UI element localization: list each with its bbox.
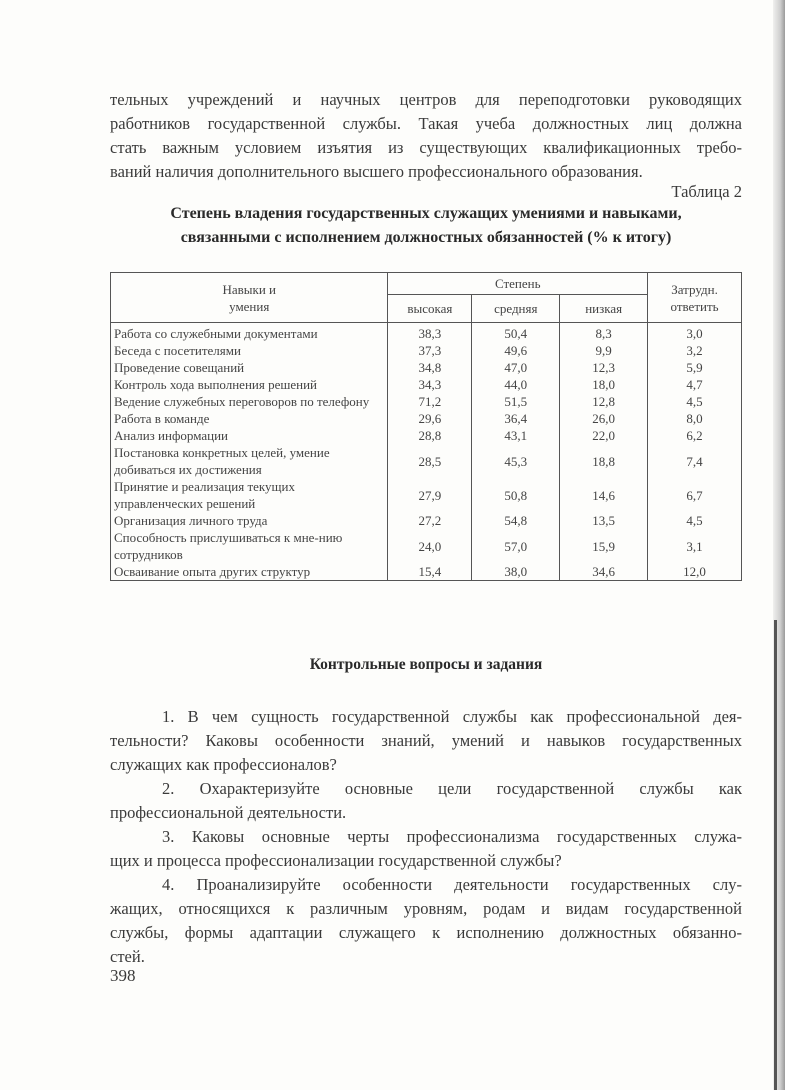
table-row xyxy=(111,376,742,393)
cell-high: 38,3 xyxy=(388,323,472,343)
row-label: Беседа с посетителями xyxy=(111,342,388,359)
cell-low: 12,3 xyxy=(560,359,648,376)
cell-hard: 4,5 xyxy=(648,512,742,529)
table-row xyxy=(111,478,742,512)
cell-low: 8,3 xyxy=(560,323,648,343)
question-item xyxy=(110,777,742,825)
skills-table xyxy=(110,272,742,581)
cell-low: 18,0 xyxy=(560,376,648,393)
header-high: высокая xyxy=(388,295,472,323)
cell-medium: 43,1 xyxy=(472,427,560,444)
header-low: низкая xyxy=(560,295,648,323)
intro-paragraph xyxy=(110,88,742,184)
cell-medium: 50,8 xyxy=(472,478,560,512)
question-item xyxy=(110,825,742,873)
text-line: 4. Проанализируйте особенности деятельности государственных слу- xyxy=(162,875,742,894)
text-line: профессиональной деятельности. xyxy=(110,803,347,822)
row-label: Способность прислушиваться к мне-нию сотрудников xyxy=(111,529,388,563)
table-title xyxy=(100,202,752,250)
cell-low: 14,6 xyxy=(560,478,648,512)
cell-hard: 6,7 xyxy=(648,478,742,512)
table-row xyxy=(111,444,742,478)
table-row xyxy=(111,359,742,376)
table-row xyxy=(111,410,742,427)
cell-medium: 47,0 xyxy=(472,359,560,376)
text-line: службы, формы адаптации служащего к исполнению должностных обязанно- xyxy=(110,923,742,942)
cell-high: 27,2 xyxy=(388,512,472,529)
cell-low: 12,8 xyxy=(560,393,648,410)
cell-medium: 51,5 xyxy=(472,393,560,410)
cell-hard: 4,7 xyxy=(648,376,742,393)
cell-hard: 4,5 xyxy=(648,393,742,410)
cell-hard: 7,4 xyxy=(648,444,742,478)
row-label: Контроль хода выполнения решений xyxy=(111,376,388,393)
page-edge-binding xyxy=(774,620,777,1090)
questions-list xyxy=(110,705,742,969)
question-item xyxy=(110,705,742,777)
table-row xyxy=(111,342,742,359)
header-degree: Степень xyxy=(388,273,648,295)
row-label: Ведение служебных переговоров по телефону xyxy=(111,393,388,410)
row-label: Принятие и реализация текущих управленческих решений xyxy=(111,478,388,512)
table-row xyxy=(111,323,742,343)
cell-hard: 3,0 xyxy=(648,323,742,343)
cell-medium: 38,0 xyxy=(472,563,560,581)
cell-high: 34,8 xyxy=(388,359,472,376)
header-hard: Затрудн. ответить xyxy=(648,273,742,323)
cell-medium: 36,4 xyxy=(472,410,560,427)
cell-high: 71,2 xyxy=(388,393,472,410)
cell-low: 22,0 xyxy=(560,427,648,444)
text-line: работников государственной службы. Такая учеба должностных лиц должна xyxy=(110,114,742,133)
cell-hard: 3,2 xyxy=(648,342,742,359)
cell-hard: 8,0 xyxy=(648,410,742,427)
cell-medium: 45,3 xyxy=(472,444,560,478)
cell-hard: 6,2 xyxy=(648,427,742,444)
table-row xyxy=(111,427,742,444)
text-line: стать важным условием изъятия из существующих квалификационных требо- xyxy=(110,138,742,157)
row-label: Проведение совещаний xyxy=(111,359,388,376)
cell-high: 34,3 xyxy=(388,376,472,393)
question-item xyxy=(110,873,742,969)
text-line: жащих, относящихся к различным уровням, родам и видам государственной xyxy=(110,899,742,918)
table-row xyxy=(111,529,742,563)
text-line: тельных учреждений и научных центров для переподготовки руководящих xyxy=(110,90,742,109)
cell-medium: 44,0 xyxy=(472,376,560,393)
cell-high: 29,6 xyxy=(388,410,472,427)
row-label: Работа со служебными документами xyxy=(111,323,388,343)
cell-medium: 57,0 xyxy=(472,529,560,563)
cell-medium: 54,8 xyxy=(472,512,560,529)
text-line: ваний наличия дополнительного высшего профессионального образования. xyxy=(110,162,643,181)
text-line: 1. В чем сущность государственной службы как профессиональной дея- xyxy=(162,707,742,726)
row-label: Осваивание опыта других структур xyxy=(111,563,388,581)
cell-hard: 12,0 xyxy=(648,563,742,581)
cell-high: 37,3 xyxy=(388,342,472,359)
cell-hard: 5,9 xyxy=(648,359,742,376)
text-line: тельности? Каковы особенности знаний, умений и навыков государственных xyxy=(110,731,742,750)
table-row xyxy=(111,563,742,581)
cell-low: 13,5 xyxy=(560,512,648,529)
cell-high: 15,4 xyxy=(388,563,472,581)
cell-low: 9,9 xyxy=(560,342,648,359)
cell-low: 26,0 xyxy=(560,410,648,427)
cell-medium: 50,4 xyxy=(472,323,560,343)
row-label: Анализ информации xyxy=(111,427,388,444)
cell-medium: 49,6 xyxy=(472,342,560,359)
text-line: 2. Охарактеризуйте основные цели государственной службы как xyxy=(162,779,742,798)
page-number: 398 xyxy=(110,966,136,985)
cell-low: 18,8 xyxy=(560,444,648,478)
cell-low: 15,9 xyxy=(560,529,648,563)
text-line: 3. Каковы основные черты профессионализма государственных служа- xyxy=(162,827,742,846)
cell-high: 24,0 xyxy=(388,529,472,563)
section-title: Контрольные вопросы и задания xyxy=(309,656,543,673)
text-line: служащих как профессионалов? xyxy=(110,755,337,774)
row-label: Работа в команде xyxy=(111,410,388,427)
cell-high: 28,5 xyxy=(388,444,472,478)
table-title-line: Степень владения государственных служащих умениями и навыками, xyxy=(170,205,682,222)
table-title-line: связанными с исполнением должностных обязанностей (% к итогу) xyxy=(180,229,672,246)
table-number: Таблица 2 xyxy=(671,182,742,201)
text-line: стей. xyxy=(110,947,145,966)
table-row xyxy=(111,512,742,529)
cell-low: 34,6 xyxy=(560,563,648,581)
header-medium: средняя xyxy=(472,295,560,323)
header-skills: Навыки и умения xyxy=(111,273,388,323)
cell-high: 27,9 xyxy=(388,478,472,512)
cell-hard: 3,1 xyxy=(648,529,742,563)
table-row xyxy=(111,393,742,410)
text-line: щих и процесса профессионализации государственной службы? xyxy=(110,851,562,870)
row-label: Организация личного труда xyxy=(111,512,388,529)
cell-high: 28,8 xyxy=(388,427,472,444)
row-label: Постановка конкретных целей, умение добиваться их достижения xyxy=(111,444,388,478)
